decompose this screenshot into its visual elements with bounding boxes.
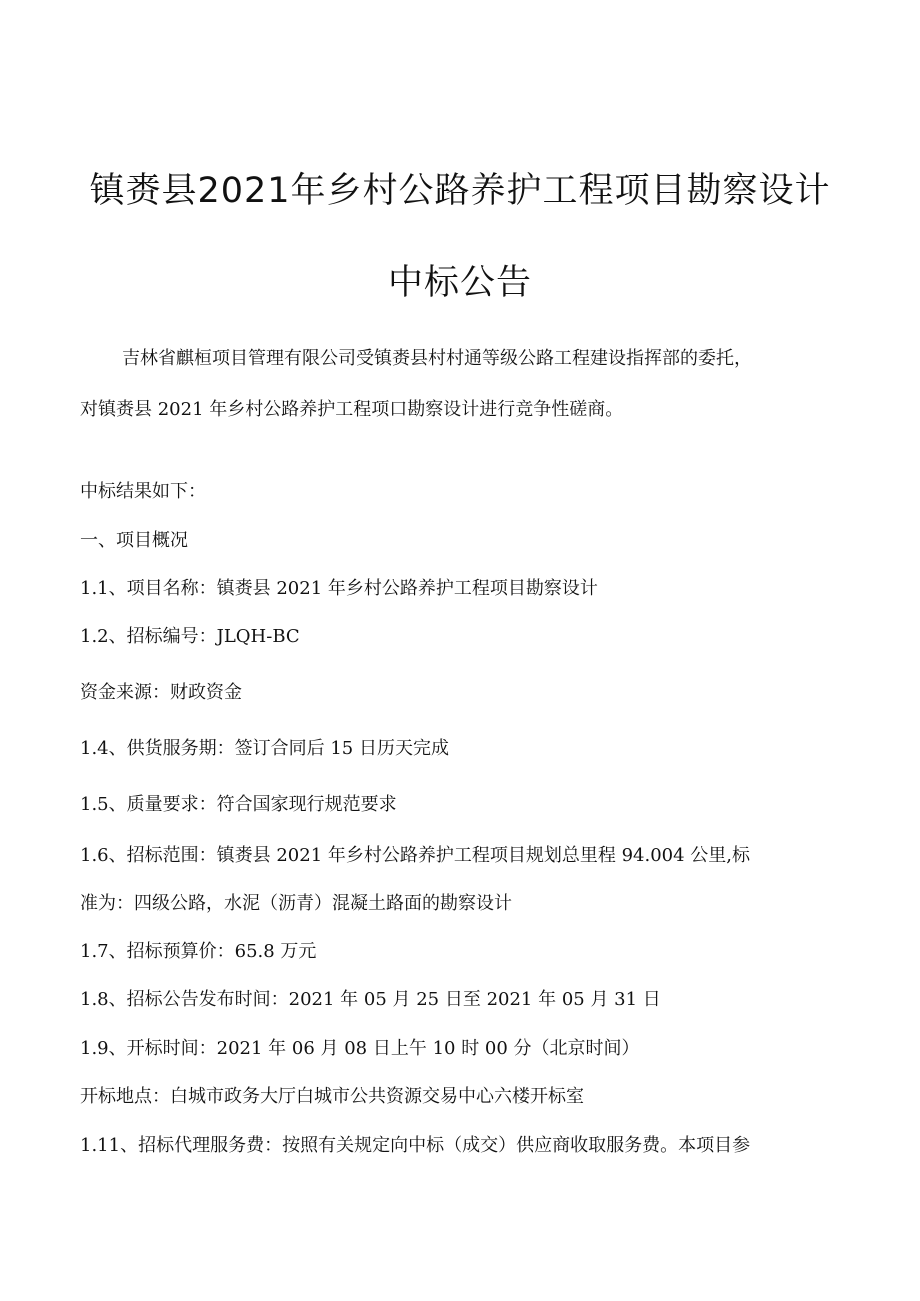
item-service-period: 1.4、供货服务期：签订合同后 15 日历天完成: [80, 738, 449, 759]
item-bid-opening-time: 1.9、开标时间：2021 年 06 月 08 日上午 10 时 00 分（北京时间）: [80, 1038, 640, 1059]
item-budget-price: 1.7、招标预算价：65.8 万元: [80, 941, 317, 962]
result-heading: 中标结果如下：: [80, 481, 206, 502]
item-funding-source: 资金来源：财政资金: [80, 682, 242, 703]
item-tender-number: 1.2、招标编号：JLQH-BC: [80, 626, 300, 647]
item-tender-scope-line-2: 准为：四级公路，水泥（沥青）混凝土路面的勘察设计: [80, 893, 512, 914]
item-bid-opening-location: 开标地点：白城市政务大厅白城市公共资源交易中心六楼开标室: [80, 1086, 584, 1107]
item-agency-service-fee: 1.11、招标代理服务费：按照有关规定向中标（成交）供应商收取服务费。本项目参: [80, 1135, 751, 1156]
intro-line-2: 对镇赉县 2021 年乡村公路养护工程项口勘察设计进行竞争性磋商。: [80, 399, 624, 420]
intro-line-1: 吉林省麒桓项目管理有限公司受镇赉县村村通等级公路工程建设指挥部的委托，: [122, 348, 752, 369]
item-quality-requirement: 1.5、质量要求：符合国家现行规范要求: [80, 794, 397, 815]
item-project-name: 1.1、项目名称：镇赉县 2021 年乡村公路养护工程项目勘察设计: [80, 578, 598, 599]
document-title: 镇赉县2021年乡村公路养护工程项目勘察设计: [89, 171, 831, 211]
item-announcement-period: 1.8、招标公告发布时间：2021 年 05 月 25 日至 2021 年 05 月 31 日: [80, 989, 661, 1010]
item-tender-scope-line-1: 1.6、招标范围：镇赉县 2021 年乡村公路养护工程项目规划总里程 94.004 公里,标: [80, 845, 751, 866]
document-subtitle: 中标公告: [387, 263, 532, 303]
section-heading-project-overview: 一、项目概况: [80, 530, 188, 551]
